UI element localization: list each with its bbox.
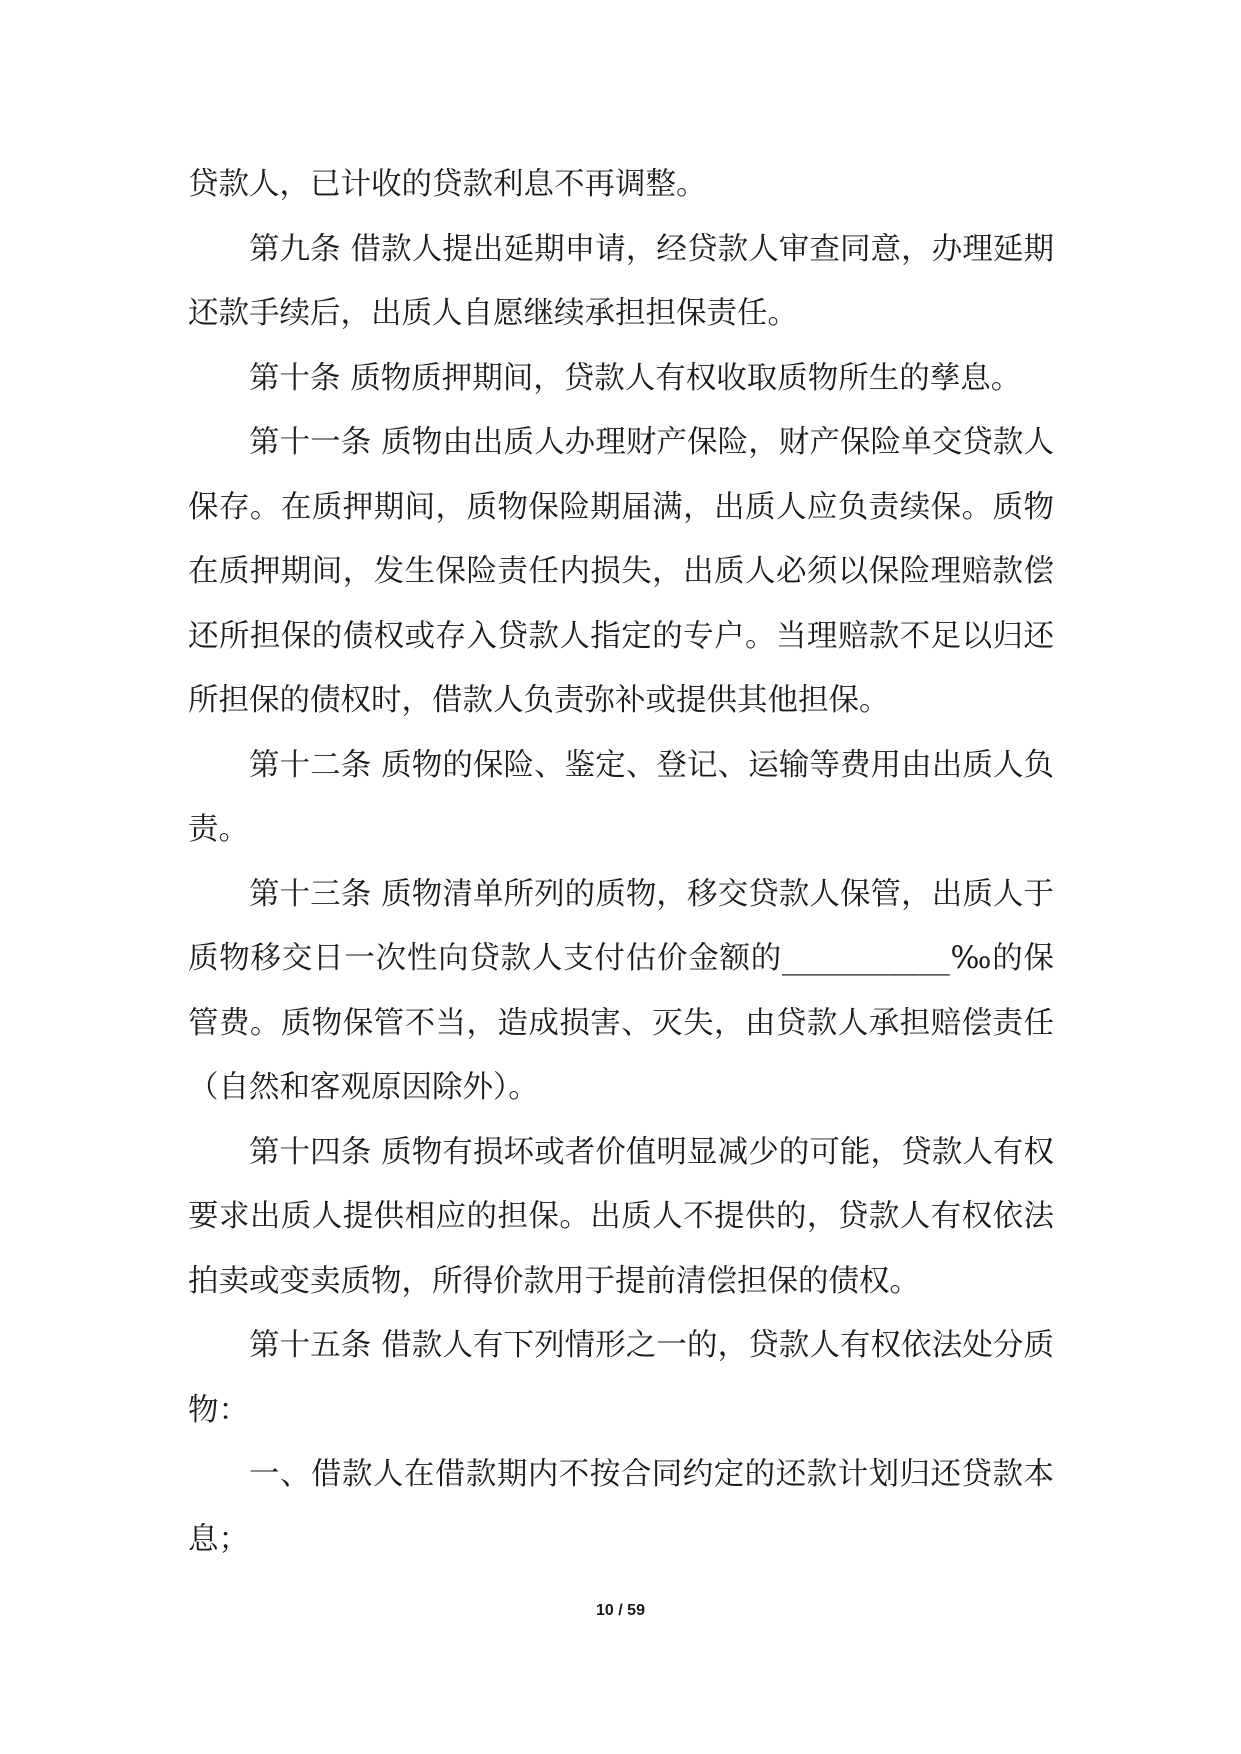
paragraph-continuation: 贷款人，已计收的贷款利息不再调整。 — [188, 167, 707, 202]
paragraph-article-10: 第十条 质物质押期间，贷款人有权收取质物所生的孳息。 — [249, 360, 1022, 396]
paragraph-article-11: 第十一条 质物由出质人办理财产保险，财产保险单交贷款人保存。在质押期间，质物保险期届满，出质人应负责续保。质物在质押期间，发生保险责任内损失，出质人必须以保险理赔款偿还所担保的债权或存入贷款人指定的专户。当理赔款不足以归还所担保的债权时，借款人负责弥补或提供其他担保。 — [188, 425, 1054, 718]
paragraph-article-14: 第十四条 质物有损坏或者价值明显减少的可能，贷款人有权要求出质人提供相应的担保。出质人不提供的，贷款人有权依法拍卖或变卖质物，所得价款用于提前清偿担保的债权。 — [188, 1134, 1054, 1299]
paragraph-item-1: 一、借款人在借款期内不按合同约定的还款计划归还贷款本息； — [188, 1457, 1054, 1557]
paragraph-article-15: 第十五条 借款人有下列情形之一的，贷款人有权依法处分质物： — [188, 1328, 1054, 1428]
paragraph-article-12: 第十二条 质物的保险、鉴定、登记、运输等费用由出质人负责。 — [188, 747, 1054, 847]
page-number: 10 / 59 — [596, 1602, 645, 1619]
paragraph-article-9: 第九条 借款人提出延期申请，经贷款人审查同意，办理延期还款手续后，出质人自愿继续承担担保责任。 — [188, 231, 1054, 331]
paragraph-article-13: 第十三条 质物清单所列的质物，移交贷款人保管，出质人于质物移交日一次性向贷款人支付估价金额的___________‰的保管费。质物保管不当，造成损害、灭失，由贷款人承担赔偿责任（自然和客观原因除外）。 — [188, 876, 1054, 1105]
document-body — [188, 153, 1054, 1572]
